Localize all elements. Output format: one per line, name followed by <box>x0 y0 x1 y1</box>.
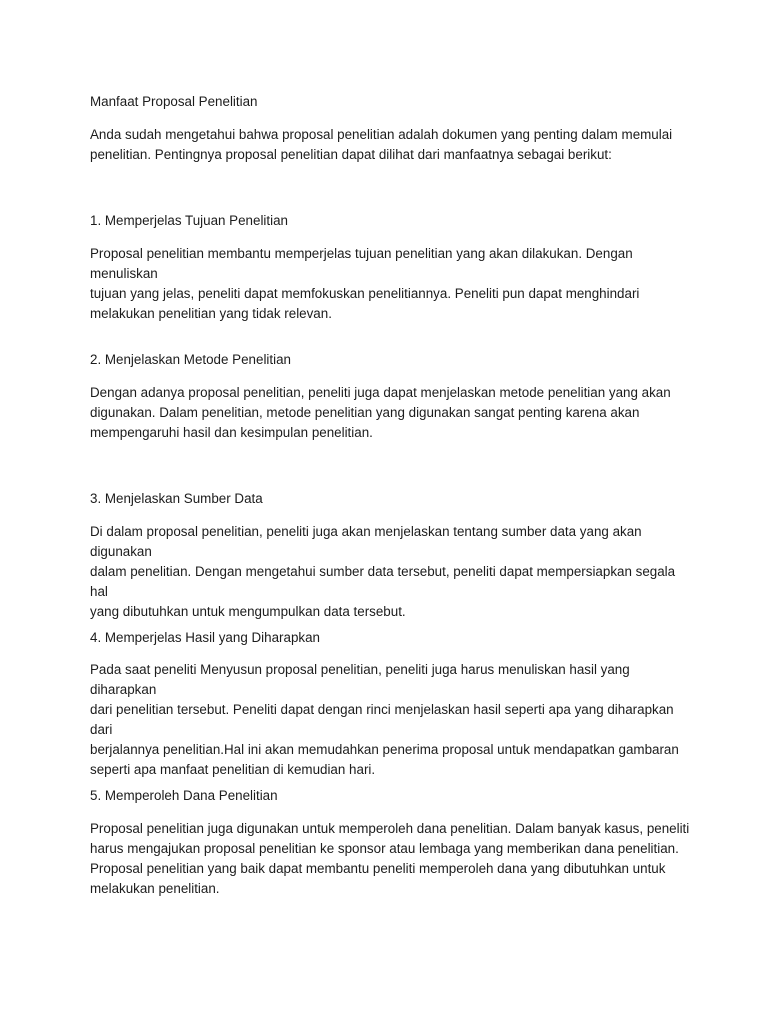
section-1-heading: 1. Memperjelas Tujuan Penelitian <box>90 213 288 228</box>
section-5-body: Proposal penelitian juga digunakan untuk memperoleh dana penelitian. Dalam banyak kasus, peneliti harus mengajukan proposal penelitian ke sponsor atau lembaga yang memberikan dana penelitian. Proposal penelitian yang baik dapat membantu peneliti memperoleh dana yang dibutuhkan untuk melakukan penelitian. <box>90 821 690 896</box>
section-4-body: Pada saat peneliti Menyusun proposal penelitian, peneliti juga harus menuliskan hasil yang diharapkan dari penelitian tersebut. Peneliti dapat dengan rinci menjelaskan hasil seperti apa yang diharapkan dari berjalannya penelitian.Hal ini akan memudahkan penerima proposal untuk mendapatkan gambaran seperti apa manfaat penelitian di kemudian hari. <box>90 662 679 777</box>
section-1-body: Proposal penelitian membantu memperjelas tujuan penelitian yang akan dilakukan. Dengan menuliskan tujuan yang jelas, peneliti dapat memfokuskan penelitiannya. Peneliti pun dapat menghindari melakukan penelitian yang tidak relevan. <box>90 246 640 321</box>
section-3-body: Di dalam proposal penelitian, peneliti juga akan menjelaskan tentang sumber data yang akan digunakan dalam penelitian. Dengan mengetahui sumber data tersebut, peneliti dapat mempersiapkan segala hal yang dibutuhkan untuk mengumpulkan data tersebut. <box>90 524 676 619</box>
intro-paragraph: Anda sudah mengetahui bahwa proposal penelitian adalah dokumen yang penting dalam memulai penelitian. Pentingnya proposal penelitian dapat dilihat dari manfaatnya sebagai berikut: <box>90 127 673 162</box>
section-5-heading: 5. Memperoleh Dana Penelitian <box>90 788 278 803</box>
document-title: Manfaat Proposal Penelitian <box>90 94 258 109</box>
section-4-heading: 4. Memperjelas Hasil yang Diharapkan <box>90 630 320 645</box>
section-2-heading: 2. Menjelaskan Metode Penelitian <box>90 352 291 367</box>
section-2-body: Dengan adanya proposal penelitian, peneliti juga dapat menjelaskan metode penelitian yang akan digunakan. Dalam penelitian, metode penelitian yang digunakan sangat penting karena akan mempengaruhi hasil dan kesimpulan penelitian. <box>90 385 671 440</box>
section-3-heading: 3. Menjelaskan Sumber Data <box>90 491 263 506</box>
